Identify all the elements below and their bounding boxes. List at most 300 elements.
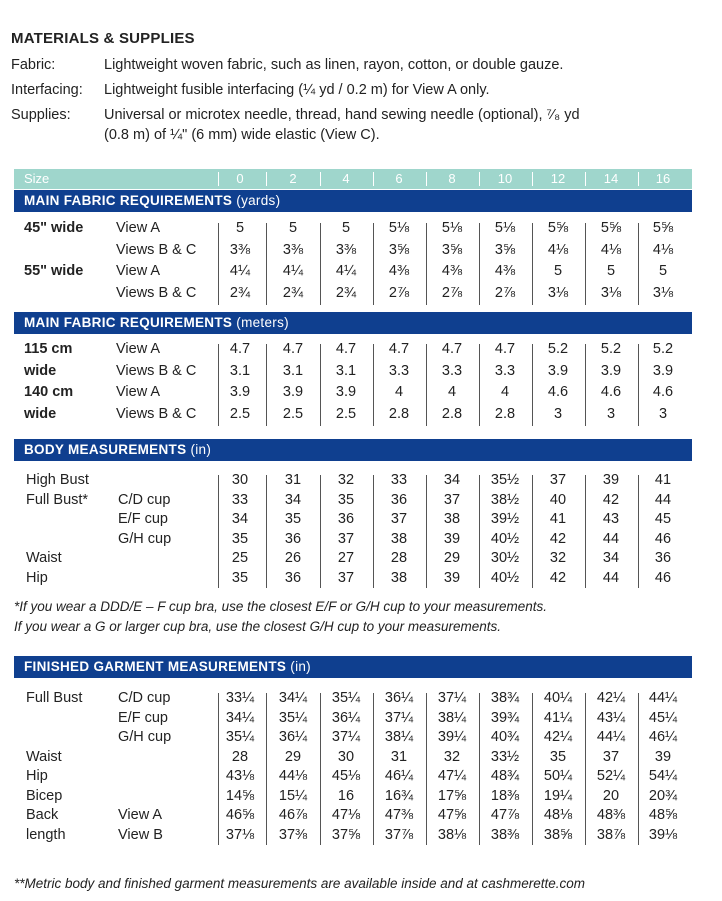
table-cell-value: 37¼ <box>331 729 361 745</box>
table-cell-value: 43 <box>602 511 620 527</box>
column-rule <box>426 693 427 845</box>
size-separator <box>479 172 480 186</box>
table-cell-value: 4⅜ <box>388 263 410 279</box>
column-rule <box>532 475 533 588</box>
table-cell-value: 34 <box>284 491 302 508</box>
table-cell-value: 2¾ <box>282 284 304 301</box>
row-view-label: View A <box>116 263 161 279</box>
table-cell-value: 40¼ <box>543 690 573 706</box>
table-cell-value: 3⅝ <box>494 241 516 258</box>
column-rule <box>532 344 533 426</box>
size-separator <box>266 172 267 186</box>
table-cell-value: 43¼ <box>596 709 626 726</box>
size-column-label: 14 <box>603 171 619 186</box>
table-cell-value: 34¼ <box>278 690 308 706</box>
column-rule <box>585 344 586 426</box>
table-cell-value: 37⅝ <box>331 826 361 843</box>
table-cell-value: 37 <box>337 530 355 547</box>
column-rule <box>320 223 321 305</box>
table-cell-value: 3.9 <box>652 362 674 379</box>
row-sub-label: G/H cup <box>118 729 172 745</box>
table-cell-value: 4¼ <box>282 263 304 279</box>
table-cell-value: 48⅜ <box>596 807 626 823</box>
column-rule <box>373 693 374 845</box>
table-cell-value: 29 <box>443 550 461 566</box>
row-view-label: Views B & C <box>116 362 197 379</box>
table-cell-value: 39¾ <box>490 709 520 726</box>
table-cell-value: 34 <box>602 550 620 566</box>
row-label: High Bust <box>26 472 89 488</box>
size-column-label: 2 <box>289 171 297 186</box>
materials-value: Lightweight woven fabric, such as linen, rayon, cotton, or double gauze. <box>104 57 564 73</box>
row-label: Bicep <box>26 787 63 804</box>
column-rule <box>532 223 533 305</box>
column-rule <box>585 693 586 845</box>
table-cell-value: 37⅛ <box>225 826 255 843</box>
table-cell-value: 5⅛ <box>441 220 463 236</box>
table-cell-value: 39⅛ <box>648 826 678 843</box>
materials-value-line1: Universal or microtex needle, thread, hand sewing needle (optional), ⁷⁄₈ yd <box>104 107 580 123</box>
table-cell-value: 32 <box>337 472 355 488</box>
table-cell-value: 20 <box>602 787 620 804</box>
table-cell-value: 33 <box>390 472 408 488</box>
row-label: Hip <box>26 569 48 586</box>
table-cell-value: 4⅛ <box>652 241 674 258</box>
column-rule <box>532 693 533 845</box>
table-cell-value: 5⅛ <box>494 220 516 236</box>
row-width-label: 140 cm <box>24 384 74 400</box>
section-header-body <box>14 439 692 461</box>
size-separator <box>585 172 586 186</box>
table-cell-value: 15¼ <box>278 787 308 804</box>
table-cell-value: 25 <box>231 550 249 566</box>
table-cell-value: 32 <box>549 550 567 566</box>
table-cell-value: 47⅜ <box>384 807 414 823</box>
table-cell-value: 38½ <box>490 491 520 508</box>
column-rule <box>218 475 219 588</box>
table-cell-value: 48¾ <box>490 768 520 784</box>
table-cell-value: 5.2 <box>600 341 622 357</box>
table-cell-value: 20¾ <box>648 787 678 804</box>
row-view-label: Views B & C <box>116 284 197 301</box>
section-title: BODY MEASUREMENTS <box>24 442 187 457</box>
table-cell-value: 40½ <box>490 569 520 586</box>
table-cell-value: 38⅝ <box>543 826 573 843</box>
table-cell-value: 43⅛ <box>225 768 255 784</box>
section-unit: (meters) <box>236 315 289 330</box>
table-cell-value: 3 <box>606 405 616 422</box>
table-cell-value: 36 <box>284 569 302 586</box>
column-rule <box>266 223 267 305</box>
table-cell-value: 5 <box>341 220 351 236</box>
table-cell-value: 2⅞ <box>388 284 410 301</box>
table-cell-value: 37 <box>390 511 408 527</box>
table-cell-value: 44 <box>654 491 672 508</box>
table-cell-value: 41 <box>549 511 567 527</box>
table-cell-value: 34 <box>231 511 249 527</box>
table-cell-value: 35¼ <box>278 709 308 726</box>
table-cell-value: 4¼ <box>335 263 357 279</box>
table-cell-value: 42 <box>549 530 567 547</box>
table-cell-value: 5 <box>658 263 668 279</box>
table-cell-value: 40¾ <box>490 729 520 745</box>
table-cell-value: 50¼ <box>543 768 573 784</box>
row-sub-label: C/D cup <box>118 690 171 706</box>
table-cell-value: 4.6 <box>652 384 674 400</box>
table-cell-value: 4⅜ <box>441 263 463 279</box>
table-cell-value: 17⅝ <box>437 787 467 804</box>
materials-label: Fabric: <box>11 57 56 73</box>
table-cell-value: 4.7 <box>441 341 463 357</box>
table-cell-value: 3.9 <box>282 384 304 400</box>
column-rule <box>585 475 586 588</box>
size-column-label: 16 <box>655 171 671 186</box>
table-cell-value: 37¼ <box>384 709 414 726</box>
table-cell-value: 35 <box>549 748 567 765</box>
table-cell-value: 38⅜ <box>490 826 520 843</box>
table-cell-value: 37 <box>549 472 567 488</box>
table-cell-value: 4⅜ <box>494 263 516 279</box>
table-cell-value: 38⅛ <box>437 826 467 843</box>
table-cell-value: 2¾ <box>229 284 251 301</box>
section-header-finished <box>14 656 692 678</box>
table-cell-value: 3.1 <box>335 362 357 379</box>
table-cell-value: 2.8 <box>494 405 516 422</box>
size-column-label: 0 <box>236 171 244 186</box>
size-separator <box>373 172 374 186</box>
table-cell-value: 41¼ <box>543 709 573 726</box>
table-cell-value: 3⅜ <box>335 241 357 258</box>
table-cell-value: 19¼ <box>543 787 573 804</box>
table-cell-value: 35½ <box>490 472 520 488</box>
table-cell-value: 47¼ <box>437 768 467 784</box>
table-cell-value: 31 <box>390 748 408 765</box>
table-cell-value: 4.7 <box>494 341 516 357</box>
row-width-label: wide <box>24 405 57 422</box>
table-cell-value: 46⅝ <box>225 807 255 823</box>
table-cell-value: 44⅛ <box>278 768 308 784</box>
table-cell-value: 34¼ <box>225 709 255 726</box>
table-cell-value: 5 <box>606 263 616 279</box>
section-title: MAIN FABRIC REQUIREMENTS <box>24 315 233 330</box>
row-label: Waist <box>26 748 62 765</box>
table-cell-value: 46 <box>654 569 672 586</box>
table-cell-value: 38 <box>443 511 461 527</box>
row-view-label: Views B & C <box>116 405 197 422</box>
section-unit: (yards) <box>236 193 281 208</box>
column-rule <box>479 344 480 426</box>
table-cell-value: 28 <box>390 550 408 566</box>
table-cell-value: 3⅛ <box>600 284 622 301</box>
materials-label: Supplies: <box>11 107 71 123</box>
table-cell-value: 39½ <box>490 511 520 527</box>
column-rule <box>426 475 427 588</box>
table-cell-value: 3.9 <box>600 362 622 379</box>
section-title: FINISHED GARMENT MEASUREMENTS <box>24 659 287 674</box>
table-cell-value: 36 <box>284 530 302 547</box>
row-width-label: 45" wide <box>24 220 84 236</box>
row-sub-label: E/F cup <box>118 709 168 726</box>
table-cell-value: 2.5 <box>229 405 251 422</box>
column-rule <box>218 693 219 845</box>
table-cell-value: 4⅛ <box>547 241 569 258</box>
table-cell-value: 30 <box>231 472 249 488</box>
table-cell-value: 37 <box>602 748 620 765</box>
bra-note-2: If you wear a G or larger cup bra, use the closest G/H cup to your measurements. <box>14 619 501 634</box>
size-separator <box>532 172 533 186</box>
column-rule <box>638 223 639 305</box>
table-cell-value: 3.3 <box>388 362 410 379</box>
table-cell-value: 44¼ <box>596 729 626 745</box>
table-cell-value: 36¼ <box>331 709 361 726</box>
table-cell-value: 2.8 <box>388 405 410 422</box>
table-cell-value: 18⅜ <box>490 787 520 804</box>
table-cell-value: 36 <box>654 550 672 566</box>
table-cell-value: 3⅜ <box>229 241 251 258</box>
table-cell-value: 47⅝ <box>437 807 467 823</box>
column-rule <box>373 475 374 588</box>
size-separator <box>218 172 219 186</box>
table-cell-value: 39 <box>602 472 620 488</box>
table-cell-value: 37 <box>337 569 355 586</box>
table-cell-value: 39¼ <box>437 729 467 745</box>
column-rule <box>266 693 267 845</box>
metric-note: **Metric body and finished garment measurements are available inside and at cashmerette.com <box>14 876 586 891</box>
section-unit: (in) <box>290 659 311 674</box>
row-width-label: 115 cm <box>24 341 73 357</box>
table-cell-value: 37⅞ <box>384 826 414 843</box>
table-cell-value: 40 <box>549 491 567 508</box>
table-cell-value: 3⅝ <box>441 241 463 258</box>
table-cell-value: 33 <box>231 491 249 508</box>
table-cell-value: 42¼ <box>596 690 626 706</box>
table-cell-value: 46¼ <box>648 729 678 745</box>
row-view-label: View A <box>116 384 161 400</box>
table-cell-value: 36¼ <box>384 690 414 706</box>
table-cell-value: 5.2 <box>652 341 674 357</box>
size-separator <box>320 172 321 186</box>
size-column-label: 12 <box>550 171 566 186</box>
table-cell-value: 54¼ <box>648 768 678 784</box>
table-cell-value: 32 <box>443 748 461 765</box>
table-cell-value: 42¼ <box>543 729 573 745</box>
table-cell-value: 5 <box>553 263 563 279</box>
table-cell-value: 46¼ <box>384 768 414 784</box>
table-cell-value: 33¼ <box>225 690 255 706</box>
table-cell-value: 3.9 <box>229 384 251 400</box>
table-cell-value: 38¼ <box>384 729 414 745</box>
column-rule <box>638 475 639 588</box>
table-cell-value: 2.5 <box>282 405 304 422</box>
table-cell-value: 38¾ <box>490 690 520 706</box>
row-width-label: wide <box>24 362 57 379</box>
table-cell-value: 28 <box>231 748 249 765</box>
materials-value-line2: (0.8 m) of ¼" (6 mm) wide elastic (View C). <box>104 127 380 143</box>
table-cell-value: 39 <box>443 530 461 547</box>
column-rule <box>638 693 639 845</box>
table-cell-value: 2.5 <box>335 405 357 422</box>
table-cell-value: 14⅝ <box>225 787 255 804</box>
table-cell-value: 5⅛ <box>388 220 410 236</box>
table-cell-value: 3 <box>658 405 668 422</box>
table-cell-value: 36 <box>337 511 355 527</box>
column-rule <box>426 223 427 305</box>
table-cell-value: 39 <box>443 569 461 586</box>
table-cell-value: 35¼ <box>331 690 361 706</box>
row-label: Full Bust <box>26 690 83 706</box>
table-cell-value: 5 <box>235 220 245 236</box>
column-rule <box>266 344 267 426</box>
table-cell-value: 4.6 <box>600 384 622 400</box>
table-cell-value: 38¼ <box>437 709 467 726</box>
column-rule <box>320 344 321 426</box>
size-header-band <box>14 169 692 189</box>
table-cell-value: 52¼ <box>596 768 626 784</box>
table-cell-value: 40½ <box>490 530 520 547</box>
table-cell-value: 47⅛ <box>331 807 361 823</box>
materials-title: MATERIALS & SUPPLIES <box>11 30 195 47</box>
table-cell-value: 45 <box>654 511 672 527</box>
table-cell-value: 27 <box>337 550 355 566</box>
row-sub-label: G/H cup <box>118 530 172 547</box>
size-label: Size <box>24 171 50 186</box>
table-cell-value: 5⅝ <box>600 220 622 236</box>
table-cell-value: 37 <box>443 491 461 508</box>
column-rule <box>320 475 321 588</box>
row-sub-label: View A <box>118 807 163 823</box>
section-header-fabric-yards <box>14 190 692 212</box>
table-cell-value: 2⅞ <box>441 284 463 301</box>
table-cell-value: 5.2 <box>547 341 569 357</box>
table-cell-value: 16¾ <box>384 787 414 804</box>
table-cell-value: 4.7 <box>335 341 357 357</box>
table-cell-value: 36¼ <box>278 729 308 745</box>
table-cell-value: 3.9 <box>547 362 569 379</box>
table-cell-value: 4.7 <box>388 341 410 357</box>
table-cell-value: 3.9 <box>335 384 357 400</box>
row-sub-label: C/D cup <box>118 491 171 508</box>
table-cell-value: 3.3 <box>494 362 516 379</box>
column-rule <box>585 223 586 305</box>
table-cell-value: 30½ <box>490 550 520 566</box>
table-cell-value: 47⅞ <box>490 807 520 823</box>
table-cell-value: 44 <box>602 569 620 586</box>
table-cell-value: 36 <box>390 491 408 508</box>
size-column-label: 4 <box>342 171 350 186</box>
table-cell-value: 31 <box>284 472 302 488</box>
table-cell-value: 35 <box>284 511 302 527</box>
table-cell-value: 45⅛ <box>331 768 361 784</box>
table-cell-value: 44 <box>602 530 620 547</box>
column-rule <box>266 475 267 588</box>
table-cell-value: 26 <box>284 550 302 566</box>
row-view-label: Views B & C <box>116 241 197 258</box>
column-rule <box>218 223 219 305</box>
materials-label: Interfacing: <box>11 82 83 98</box>
table-cell-value: 37¼ <box>437 690 467 706</box>
table-cell-value: 34 <box>443 472 461 488</box>
table-cell-value: 2⅞ <box>494 284 516 301</box>
materials-value: Lightweight fusible interfacing (¼ yd / 0.2 m) for View A only. <box>104 82 490 98</box>
table-cell-value: 35 <box>337 491 355 508</box>
table-cell-value: 2¾ <box>335 284 357 301</box>
column-rule <box>373 223 374 305</box>
row-width-label: 55" wide <box>24 263 84 279</box>
row-sub-label: E/F cup <box>118 511 168 527</box>
table-cell-value: 48⅛ <box>543 807 573 823</box>
table-cell-value: 5 <box>288 220 298 236</box>
table-cell-value: 4.7 <box>229 341 251 357</box>
table-cell-value: 35 <box>231 569 249 586</box>
table-cell-value: 46 <box>654 530 672 547</box>
table-cell-value: 4.6 <box>547 384 569 400</box>
table-cell-value: 35¼ <box>225 729 255 745</box>
table-cell-value: 37⅜ <box>278 826 308 843</box>
section-title: MAIN FABRIC REQUIREMENTS <box>24 193 233 208</box>
column-rule <box>479 223 480 305</box>
table-cell-value: 39 <box>654 748 672 765</box>
column-rule <box>638 344 639 426</box>
materials-value <box>104 105 722 145</box>
table-cell-value: 44¼ <box>648 690 678 706</box>
table-cell-value: 2.8 <box>441 405 463 422</box>
bra-note-1: *If you wear a DDD/E – F cup bra, use the closest E/F or G/H cup to your measurements. <box>14 599 547 614</box>
size-column-label: 6 <box>395 171 403 186</box>
table-cell-value: 5⅝ <box>652 220 674 236</box>
table-cell-value: 5⅝ <box>547 220 569 236</box>
table-cell-value: 4¼ <box>229 263 251 279</box>
size-column-label: 10 <box>497 171 513 186</box>
table-cell-value: 16 <box>337 787 355 804</box>
row-label: Waist <box>26 550 62 566</box>
table-cell-value: 35 <box>231 530 249 547</box>
column-rule <box>426 344 427 426</box>
table-cell-value: 46⅞ <box>278 807 308 823</box>
section-unit: (in) <box>190 442 212 457</box>
table-cell-value: 48⅝ <box>648 807 678 823</box>
table-cell-value: 4⅛ <box>600 241 622 258</box>
table-cell-value: 45¼ <box>648 709 678 726</box>
column-rule <box>218 344 219 426</box>
table-cell-value: 42 <box>549 569 567 586</box>
row-view-label: View A <box>116 220 161 236</box>
table-cell-value: 3⅝ <box>388 241 410 258</box>
row-view-label: View A <box>116 341 161 357</box>
table-cell-value: 3.3 <box>441 362 463 379</box>
table-cell-value: 4 <box>447 384 457 400</box>
table-cell-value: 3⅜ <box>282 241 304 258</box>
table-cell-value: 30 <box>337 748 355 765</box>
table-cell-value: 42 <box>602 491 620 508</box>
size-separator <box>426 172 427 186</box>
table-cell-value: 3⅛ <box>652 284 674 301</box>
table-cell-value: 33½ <box>490 748 520 765</box>
row-label: Back <box>26 807 59 823</box>
row-label: Hip <box>26 768 48 784</box>
table-cell-value: 3.1 <box>229 362 251 379</box>
table-cell-value: 38⅞ <box>596 826 626 843</box>
table-cell-value: 29 <box>284 748 302 765</box>
table-cell-value: 4 <box>394 384 404 400</box>
table-cell-value: 3.1 <box>282 362 304 379</box>
column-rule <box>320 693 321 845</box>
size-column-label: 8 <box>448 171 456 186</box>
column-rule <box>479 693 480 845</box>
table-cell-value: 3⅛ <box>547 284 569 301</box>
table-cell-value: 38 <box>390 530 408 547</box>
table-cell-value: 41 <box>654 472 672 488</box>
table-cell-value: 38 <box>390 569 408 586</box>
